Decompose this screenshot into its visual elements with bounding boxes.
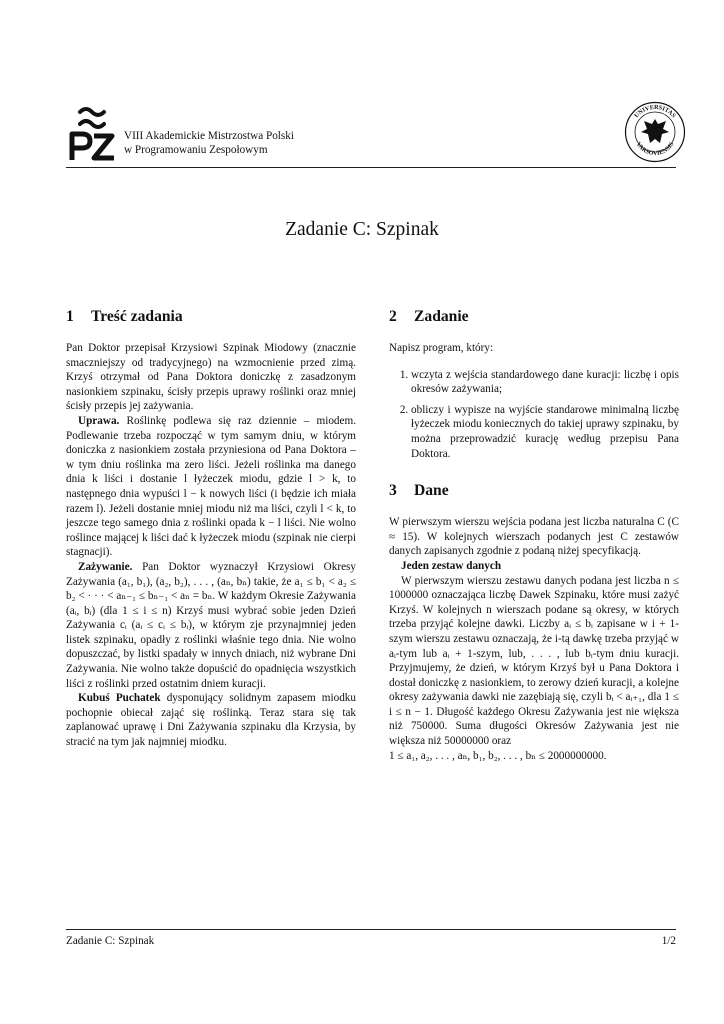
task-item-2: 2. obliczy i wypisze na wyjście standarowe minimalną liczbę łyżeczek miodu koniecznych do takiej uprawy szpinaku, by można przeprowadzić kurację według przepisu Pana Doktora. xyxy=(411,403,679,461)
section-1-paragraph-1: Pan Doktor przepisał Krzysiowi Szpinak Miodowy (znacznie smaczniejszy od tradycyjnego) na wzmocnienie przed zimą. Krzyś otrzymał od Pana Doktora doniczkę z zasadzonym nasionkiem szpinaku, ścisły przepis uprawy roślinki oraz mniej ścisły przepis jej zażywania. xyxy=(66,342,356,413)
header-rule xyxy=(66,167,676,168)
section-3-heading: 3 Dane xyxy=(389,482,449,500)
contest-line-1: VIII Akademickie Mistrzostwa Polski xyxy=(124,130,294,142)
section-3-subheading: Jeden zestaw danych xyxy=(401,559,502,572)
contest-name xyxy=(124,129,294,157)
svg-text:UNIVERSITAS: UNIVERSITAS xyxy=(633,103,678,120)
section-2-heading: 2 Zadanie xyxy=(389,308,469,325)
section-2-intro: Napisz program, który: xyxy=(389,342,494,354)
section-1-paragraph-2: Uprawa. Roślinkę podlewa się raz dziennie – miodem. Podlewanie trzeba rozpocząć w tym samym dniu, w którym doniczka z nasionkiem została przyniesiona od Pana Doktora – w tym dniu roślinka ma zero liści. Jeżeli roślinka ma danego dnia k liści i dostanie l łyżeczek miodu, gdzie l > k, to następnego dnia wypuści l − k nowych liści (i będzie ich miała razem l). Jeżeli dostanie mniej miodu niż ma liści, czyli l < k, to jeszcze tego samego dnia z roślinki opada k − l liści. Nie wolno roślince mającej k liści dać k łyżeczek miodu (szpinak nie cierpi stagnacji). xyxy=(66,414,356,559)
university-seal-icon xyxy=(624,101,686,163)
svg-text:VARSOVIENSIS: VARSOVIENSIS xyxy=(634,140,676,158)
right-column xyxy=(389,307,679,763)
contest-logo-icon xyxy=(66,102,118,162)
section-1-heading: 1 Treść zadania xyxy=(66,308,183,325)
footer-rule xyxy=(66,929,676,930)
page-title: Zadanie C: Szpinak xyxy=(285,219,439,240)
section-1-paragraph-4: Kubuś Puchatek dysponujący solidnym zapasem miodku pochopnie obiecał zająć się roślinką. Teraz stara się tak zaplanować uprawę i Dni Zażywania szpinaku dla Krzysia, by stracić na tym jak najmniej miodku. xyxy=(66,692,356,749)
left-column xyxy=(66,307,356,750)
section-1-paragraph-3: Zażywanie. Pan Doktor wyznaczył Krzysiowi Okresy Zażywania (a₁, b₁), (a₂, b₂), . . . , (aₙ, bₙ) takie, że a₁ ≤ b₁ < a₂ ≤ b₂ < · · · < aₙ₋₁ ≤ bₙ₋₁ < aₙ = bₙ. W każdym Okresie Zażywania (aᵢ, bᵢ) (dla 1 ≤ i ≤ n) Krzyś musi wybrać sobie jeden Dzień Zażywania cᵢ (aᵢ ≤ cᵢ ≤ bᵢ), w którym zje przynajmniej jeden listek szpinaku, opadły z roślinki właśnie tego dnia. Nie wolno dopuszczać, by listki spadały w innych dniach, niż wybrane Dni Zażywania. Nie wolno także dopuścić do opadnięcia wszystkich liści z roślinki przed ostatnim dniem kuracji. xyxy=(66,560,356,690)
task-item-1: 1. wczyta z wejścia standardowego dane kuracji: liczbę i opis okresów zażywania; xyxy=(411,368,679,397)
section-3-formula: 1 ≤ a₁, a₂, . . . , aₙ, b₁, b₂, . . . , bₙ ≤ 2000000000. xyxy=(389,749,607,762)
section-3-paragraph-1: W pierwszym wierszu wejścia podana jest liczba naturalna C (C ≈ 15). W kolejnych wierszach podanych jest C zestawów danych zapisanych zgodnie z podaną niżej specyfikacją. xyxy=(389,516,679,558)
footer-title: Zadanie C: Szpinak xyxy=(66,935,155,947)
section-3-paragraph-2: W pierwszym wierszu zestawu danych podana jest liczba n ≤ 1000000 oznaczająca liczbę Dawek Szpinaku, które musi zażyć Krzyś. W kolejnych n wierszach podane są okresy, w których trzeba przyjąć kolejne dawki. Liczby aᵢ ≤ bᵢ zapisane w i + 1-szym wierszu zestawu oznaczają, że i-tą dawkę trzeba przyjąć w aᵢ-tym lub aᵢ + 1-szym, lub, . . . , lub bᵢ-tym dniu kuracji. Przyjmujemy, że dzień, w którym Krzyś był u Pana Doktora i dostał doniczkę z nasionkiem, to zerowy dzień kuracji, a kolejne okresy zażywania dawki nie zazębiają się, czyli bᵢ < aᵢ₊₁, dla 1 ≤ i ≤ n − 1. Długość każdego Okresu Zażywania jest nie większa niż 750000. Suma długości Okresów Zażywania jest nie większa niż 50000000 oraz xyxy=(389,574,679,748)
page-number: 1/2 xyxy=(661,935,676,947)
task-list xyxy=(389,368,679,462)
contest-line-2: w Programowaniu Zespołowym xyxy=(124,144,268,156)
